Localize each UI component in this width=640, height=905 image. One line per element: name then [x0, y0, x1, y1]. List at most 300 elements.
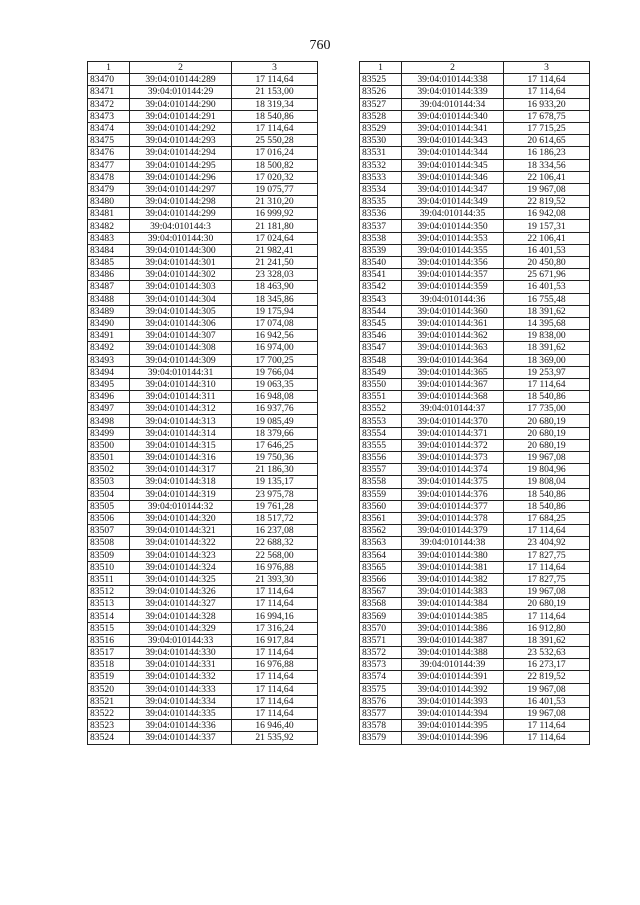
cadastral-value-cell: 16 401,53 — [504, 281, 590, 293]
cadastral-value-cell: 21 186,30 — [232, 464, 318, 476]
row-number-cell: 83532 — [360, 159, 402, 171]
cadastral-value-cell: 23 975,78 — [232, 488, 318, 500]
table-row — [88, 573, 318, 585]
table-row — [88, 269, 318, 281]
row-number-cell: 83507 — [88, 525, 130, 537]
row-number-cell: 83487 — [88, 281, 130, 293]
row-number-cell: 83573 — [360, 659, 402, 671]
cadastral-number-cell: 39:04:010144:316 — [130, 452, 232, 464]
row-number-cell: 83521 — [88, 695, 130, 707]
row-number-cell: 83571 — [360, 634, 402, 646]
row-number-cell: 83578 — [360, 720, 402, 732]
cadastral-number-cell: 39:04:010144:322 — [130, 537, 232, 549]
cadastral-value-cell: 16 933,20 — [504, 98, 590, 110]
table-row — [360, 281, 590, 293]
table-row — [360, 208, 590, 220]
cadastral-value-cell: 16 942,56 — [232, 330, 318, 342]
cadastral-number-cell: 39:04:010144:353 — [402, 232, 504, 244]
cadastral-number-cell: 39:04:010144:380 — [402, 549, 504, 561]
cadastral-value-cell: 22 106,41 — [504, 171, 590, 183]
cadastral-number-cell: 39:04:010144:313 — [130, 415, 232, 427]
cadastral-value-cell: 17 114,64 — [504, 610, 590, 622]
cadastral-number-cell: 39:04:010144:340 — [402, 110, 504, 122]
cadastral-number-cell: 39:04:010144:29 — [130, 86, 232, 98]
cadastral-number-cell: 39:04:010144:304 — [130, 293, 232, 305]
cadastral-number-cell: 39:04:010144:371 — [402, 427, 504, 439]
cadastral-number-cell: 39:04:010144:33 — [130, 634, 232, 646]
cadastral-number-cell: 39:04:010144:370 — [402, 415, 504, 427]
row-number-cell: 83569 — [360, 610, 402, 622]
cadastral-value-cell: 17 016,24 — [232, 147, 318, 159]
cadastral-number-cell: 39:04:010144:376 — [402, 488, 504, 500]
row-number-cell: 83555 — [360, 439, 402, 451]
cadastral-value-cell: 18 334,56 — [504, 159, 590, 171]
row-number-cell: 83479 — [88, 183, 130, 195]
table-row — [360, 598, 590, 610]
table-row — [88, 147, 318, 159]
table-row — [88, 86, 318, 98]
row-number-cell: 83576 — [360, 695, 402, 707]
row-number-cell: 83559 — [360, 488, 402, 500]
row-number-cell: 83524 — [88, 732, 130, 744]
table-row — [88, 464, 318, 476]
cadastral-value-cell: 17 735,00 — [504, 403, 590, 415]
cadastral-value-cell: 17 114,64 — [232, 707, 318, 719]
row-number-cell: 83546 — [360, 330, 402, 342]
row-number-cell: 83506 — [88, 512, 130, 524]
cadastral-number-cell: 39:04:010144:347 — [402, 183, 504, 195]
table-row — [360, 159, 590, 171]
cadastral-value-cell: 18 463,90 — [232, 281, 318, 293]
row-number-cell: 83568 — [360, 598, 402, 610]
cadastral-value-cell: 17 114,64 — [232, 122, 318, 134]
row-number-cell: 83474 — [88, 122, 130, 134]
cadastral-value-cell: 19 135,17 — [232, 476, 318, 488]
table-row — [360, 391, 590, 403]
cadastral-value-cell: 19 808,04 — [504, 476, 590, 488]
cadastral-number-cell: 39:04:010144:296 — [130, 171, 232, 183]
cadastral-value-cell: 18 540,86 — [504, 488, 590, 500]
cadastral-number-cell: 39:04:010144:318 — [130, 476, 232, 488]
table-row — [360, 512, 590, 524]
row-number-cell: 83551 — [360, 391, 402, 403]
cadastral-number-cell: 39:04:010144:291 — [130, 110, 232, 122]
row-number-cell: 83543 — [360, 293, 402, 305]
cadastral-value-cell: 18 391,62 — [504, 305, 590, 317]
cadastral-value-cell: 17 700,25 — [232, 354, 318, 366]
row-number-cell: 83512 — [88, 586, 130, 598]
cadastral-number-cell: 39:04:010144:36 — [402, 293, 504, 305]
cadastral-number-cell: 39:04:010144:38 — [402, 537, 504, 549]
table-row — [360, 317, 590, 329]
row-number-cell: 83565 — [360, 561, 402, 573]
table-row — [88, 610, 318, 622]
table-row — [360, 354, 590, 366]
cadastral-number-cell: 39:04:010144:302 — [130, 269, 232, 281]
cadastral-number-cell: 39:04:010144:357 — [402, 269, 504, 281]
row-number-cell: 83494 — [88, 366, 130, 378]
table-row — [360, 135, 590, 147]
cadastral-value-cell: 19 063,35 — [232, 378, 318, 390]
table-row — [88, 208, 318, 220]
row-number-cell: 83550 — [360, 378, 402, 390]
cadastral-value-cell: 16 917,84 — [232, 634, 318, 646]
row-number-cell: 83497 — [88, 403, 130, 415]
cadastral-value-cell: 22 106,41 — [504, 232, 590, 244]
cadastral-value-cell: 17 114,64 — [232, 671, 318, 683]
row-number-cell: 83545 — [360, 317, 402, 329]
row-number-cell: 83515 — [88, 622, 130, 634]
cadastral-number-cell: 39:04:010144:329 — [130, 622, 232, 634]
table-row — [360, 366, 590, 378]
cadastral-value-cell: 20 680,19 — [504, 415, 590, 427]
cadastral-number-cell: 39:04:010144:298 — [130, 196, 232, 208]
row-number-cell: 83566 — [360, 573, 402, 585]
row-number-cell: 83513 — [88, 598, 130, 610]
cadastral-value-cell: 16 994,16 — [232, 610, 318, 622]
row-number-cell: 83575 — [360, 683, 402, 695]
row-number-cell: 83577 — [360, 707, 402, 719]
table-row — [88, 122, 318, 134]
cadastral-number-cell: 39:04:010144:336 — [130, 720, 232, 732]
cadastral-value-cell: 22 819,52 — [504, 671, 590, 683]
row-number-cell: 83472 — [88, 98, 130, 110]
cadastral-number-cell: 39:04:010144:300 — [130, 244, 232, 256]
cadastral-value-cell: 17 827,75 — [504, 573, 590, 585]
cadastral-number-cell: 39:04:010144:374 — [402, 464, 504, 476]
header-col-2: 2 — [402, 62, 504, 74]
cadastral-value-cell: 17 114,64 — [504, 732, 590, 744]
header-col-3: 3 — [504, 62, 590, 74]
table-row — [360, 232, 590, 244]
cadastral-value-cell: 23 328,03 — [232, 269, 318, 281]
table-row — [360, 476, 590, 488]
cadastral-value-cell: 16 974,00 — [232, 342, 318, 354]
table-row — [88, 366, 318, 378]
table-row — [88, 232, 318, 244]
table-row — [360, 464, 590, 476]
cadastral-number-cell: 39:04:010144:295 — [130, 159, 232, 171]
table-row — [360, 110, 590, 122]
cadastral-number-cell: 39:04:010144:325 — [130, 573, 232, 585]
cadastral-number-cell: 39:04:010144:395 — [402, 720, 504, 732]
cadastral-number-cell: 39:04:010144:349 — [402, 196, 504, 208]
row-number-cell: 83509 — [88, 549, 130, 561]
row-number-cell: 83510 — [88, 561, 130, 573]
cadastral-number-cell: 39:04:010144:332 — [130, 671, 232, 683]
row-number-cell: 83486 — [88, 269, 130, 281]
table-row — [88, 683, 318, 695]
cadastral-value-cell: 21 153,00 — [232, 86, 318, 98]
cadastral-value-cell: 14 395,68 — [504, 317, 590, 329]
right-table — [359, 61, 590, 745]
table-row — [360, 183, 590, 195]
row-number-cell: 83483 — [88, 232, 130, 244]
table-row — [360, 610, 590, 622]
row-number-cell: 83488 — [88, 293, 130, 305]
cadastral-number-cell: 39:04:010144:368 — [402, 391, 504, 403]
table-row — [88, 537, 318, 549]
row-number-cell: 83552 — [360, 403, 402, 415]
cadastral-value-cell: 18 345,86 — [232, 293, 318, 305]
cadastral-number-cell: 39:04:010144:373 — [402, 452, 504, 464]
cadastral-number-cell: 39:04:010144:34 — [402, 98, 504, 110]
cadastral-value-cell: 21 535,92 — [232, 732, 318, 744]
cadastral-value-cell: 17 114,64 — [504, 86, 590, 98]
cadastral-number-cell: 39:04:010144:377 — [402, 500, 504, 512]
cadastral-number-cell: 39:04:010144:330 — [130, 647, 232, 659]
row-number-cell: 83518 — [88, 659, 130, 671]
row-number-cell: 83558 — [360, 476, 402, 488]
table-row — [88, 330, 318, 342]
cadastral-number-cell: 39:04:010144:333 — [130, 683, 232, 695]
cadastral-value-cell: 19 804,96 — [504, 464, 590, 476]
row-number-cell: 83525 — [360, 74, 402, 86]
cadastral-value-cell: 23 404,92 — [504, 537, 590, 549]
cadastral-number-cell: 39:04:010144:303 — [130, 281, 232, 293]
table-row — [360, 500, 590, 512]
table-row — [88, 159, 318, 171]
table-row — [88, 525, 318, 537]
cadastral-value-cell: 19 967,08 — [504, 586, 590, 598]
table-row — [88, 183, 318, 195]
cadastral-value-cell: 17 114,64 — [232, 695, 318, 707]
cadastral-value-cell: 17 114,64 — [504, 74, 590, 86]
table-row — [360, 147, 590, 159]
cadastral-number-cell: 39:04:010144:323 — [130, 549, 232, 561]
cadastral-value-cell: 18 540,86 — [504, 500, 590, 512]
cadastral-number-cell: 39:04:010144:327 — [130, 598, 232, 610]
left-table-body — [88, 74, 318, 744]
cadastral-value-cell: 17 024,64 — [232, 232, 318, 244]
cadastral-number-cell: 39:04:010144:334 — [130, 695, 232, 707]
cadastral-number-cell: 39:04:010144:341 — [402, 122, 504, 134]
row-number-cell: 83489 — [88, 305, 130, 317]
row-number-cell: 83529 — [360, 122, 402, 134]
cadastral-value-cell: 18 319,34 — [232, 98, 318, 110]
row-number-cell: 83491 — [88, 330, 130, 342]
row-number-cell: 83520 — [88, 683, 130, 695]
cadastral-number-cell: 39:04:010144:388 — [402, 647, 504, 659]
row-number-cell: 83562 — [360, 525, 402, 537]
cadastral-number-cell: 39:04:010144:378 — [402, 512, 504, 524]
row-number-cell: 83539 — [360, 244, 402, 256]
cadastral-value-cell: 17 114,64 — [504, 525, 590, 537]
table-row — [360, 695, 590, 707]
cadastral-value-cell: 21 310,20 — [232, 196, 318, 208]
cadastral-number-cell: 39:04:010144:391 — [402, 671, 504, 683]
table-row — [360, 720, 590, 732]
cadastral-number-cell: 39:04:010144:375 — [402, 476, 504, 488]
row-number-cell: 83519 — [88, 671, 130, 683]
cadastral-number-cell: 39:04:010144:392 — [402, 683, 504, 695]
table-row — [360, 634, 590, 646]
cadastral-number-cell: 39:04:010144:321 — [130, 525, 232, 537]
cadastral-value-cell: 17 646,25 — [232, 439, 318, 451]
table-row — [360, 671, 590, 683]
table-row — [360, 573, 590, 585]
table-row — [360, 586, 590, 598]
table-row — [88, 671, 318, 683]
row-number-cell: 83516 — [88, 634, 130, 646]
row-number-cell: 83505 — [88, 500, 130, 512]
cadastral-value-cell: 19 967,08 — [504, 452, 590, 464]
cadastral-value-cell: 18 379,66 — [232, 427, 318, 439]
cadastral-value-cell: 21 241,50 — [232, 257, 318, 269]
cadastral-value-cell: 19 157,31 — [504, 220, 590, 232]
table-row — [360, 647, 590, 659]
table-row — [360, 171, 590, 183]
cadastral-number-cell: 39:04:010144:30 — [130, 232, 232, 244]
cadastral-value-cell: 16 976,88 — [232, 659, 318, 671]
cadastral-value-cell: 19 750,36 — [232, 452, 318, 464]
cadastral-value-cell: 16 999,92 — [232, 208, 318, 220]
cadastral-number-cell: 39:04:010144:289 — [130, 74, 232, 86]
row-number-cell: 83493 — [88, 354, 130, 366]
cadastral-number-cell: 39:04:010144:311 — [130, 391, 232, 403]
table-row — [88, 403, 318, 415]
cadastral-value-cell: 22 688,32 — [232, 537, 318, 549]
header-col-2: 2 — [130, 62, 232, 74]
cadastral-value-cell: 19 253,97 — [504, 366, 590, 378]
row-number-cell: 83470 — [88, 74, 130, 86]
table-row — [88, 415, 318, 427]
cadastral-value-cell: 17 020,32 — [232, 171, 318, 183]
table-row — [360, 537, 590, 549]
cadastral-number-cell: 39:04:010144:359 — [402, 281, 504, 293]
row-number-cell: 83549 — [360, 366, 402, 378]
cadastral-number-cell: 39:04:010144:293 — [130, 135, 232, 147]
cadastral-value-cell: 17 114,64 — [504, 378, 590, 390]
row-number-cell: 83542 — [360, 281, 402, 293]
cadastral-number-cell: 39:04:010144:346 — [402, 171, 504, 183]
cadastral-number-cell: 39:04:010144:294 — [130, 147, 232, 159]
cadastral-number-cell: 39:04:010144:319 — [130, 488, 232, 500]
table-row — [88, 439, 318, 451]
table-row — [360, 98, 590, 110]
row-number-cell: 83514 — [88, 610, 130, 622]
cadastral-value-cell: 17 114,64 — [504, 720, 590, 732]
cadastral-value-cell: 17 074,08 — [232, 317, 318, 329]
cadastral-value-cell: 19 075,77 — [232, 183, 318, 195]
row-number-cell: 83492 — [88, 342, 130, 354]
cadastral-value-cell: 20 680,19 — [504, 439, 590, 451]
table-row — [360, 683, 590, 695]
table-row — [360, 293, 590, 305]
table-row — [360, 403, 590, 415]
cadastral-value-cell: 19 175,94 — [232, 305, 318, 317]
row-number-cell: 83572 — [360, 647, 402, 659]
row-number-cell: 83482 — [88, 220, 130, 232]
table-row — [88, 317, 318, 329]
table-row — [88, 549, 318, 561]
cadastral-number-cell: 39:04:010144:338 — [402, 74, 504, 86]
cadastral-value-cell: 20 614,65 — [504, 135, 590, 147]
table-row — [88, 427, 318, 439]
cadastral-value-cell: 16 401,53 — [504, 695, 590, 707]
cadastral-value-cell: 17 114,64 — [232, 598, 318, 610]
cadastral-number-cell: 39:04:010144:365 — [402, 366, 504, 378]
cadastral-value-cell: 18 517,72 — [232, 512, 318, 524]
cadastral-value-cell: 16 186,23 — [504, 147, 590, 159]
cadastral-value-cell: 16 948,08 — [232, 391, 318, 403]
table-row — [88, 110, 318, 122]
table-row — [88, 391, 318, 403]
cadastral-value-cell: 16 937,76 — [232, 403, 318, 415]
cadastral-number-cell: 39:04:010144:307 — [130, 330, 232, 342]
row-number-cell: 83563 — [360, 537, 402, 549]
row-number-cell: 83476 — [88, 147, 130, 159]
table-row — [88, 342, 318, 354]
row-number-cell: 83484 — [88, 244, 130, 256]
cadastral-value-cell: 17 684,25 — [504, 512, 590, 524]
cadastral-value-cell: 20 680,19 — [504, 598, 590, 610]
table-row — [360, 707, 590, 719]
table-row — [88, 598, 318, 610]
cadastral-value-cell: 17 114,64 — [232, 74, 318, 86]
cadastral-value-cell: 23 532,63 — [504, 647, 590, 659]
cadastral-value-cell: 18 391,62 — [504, 342, 590, 354]
cadastral-number-cell: 39:04:010144:320 — [130, 512, 232, 524]
table-row — [360, 86, 590, 98]
row-number-cell: 83533 — [360, 171, 402, 183]
cadastral-value-cell: 20 680,19 — [504, 427, 590, 439]
cadastral-number-cell: 39:04:010144:355 — [402, 244, 504, 256]
table-row — [88, 171, 318, 183]
cadastral-number-cell: 39:04:010144:32 — [130, 500, 232, 512]
row-number-cell: 83500 — [88, 439, 130, 451]
cadastral-value-cell: 16 755,48 — [504, 293, 590, 305]
table-row — [360, 488, 590, 500]
row-number-cell: 83508 — [88, 537, 130, 549]
table-row — [88, 622, 318, 634]
row-number-cell: 83522 — [88, 707, 130, 719]
cadastral-number-cell: 39:04:010144:364 — [402, 354, 504, 366]
cadastral-number-cell: 39:04:010144:309 — [130, 354, 232, 366]
row-number-cell: 83579 — [360, 732, 402, 744]
cadastral-value-cell: 17 827,75 — [504, 549, 590, 561]
cadastral-number-cell: 39:04:010144:292 — [130, 122, 232, 134]
cadastral-number-cell: 39:04:010144:39 — [402, 659, 504, 671]
table-row — [360, 244, 590, 256]
cadastral-value-cell: 16 946,40 — [232, 720, 318, 732]
cadastral-value-cell: 18 540,86 — [232, 110, 318, 122]
cadastral-number-cell: 39:04:010144:372 — [402, 439, 504, 451]
table-row — [88, 354, 318, 366]
row-number-cell: 83534 — [360, 183, 402, 195]
cadastral-number-cell: 39:04:010144:305 — [130, 305, 232, 317]
cadastral-number-cell: 39:04:010144:314 — [130, 427, 232, 439]
cadastral-number-cell: 39:04:010144:35 — [402, 208, 504, 220]
page-number: 760 — [309, 38, 331, 53]
cadastral-number-cell: 39:04:010144:343 — [402, 135, 504, 147]
table-row — [88, 244, 318, 256]
table-row — [88, 305, 318, 317]
cadastral-number-cell: 39:04:010144:362 — [402, 330, 504, 342]
table-row — [88, 293, 318, 305]
cadastral-number-cell: 39:04:010144:387 — [402, 634, 504, 646]
cadastral-value-cell: 19 761,28 — [232, 500, 318, 512]
cadastral-value-cell: 18 391,62 — [504, 634, 590, 646]
row-number-cell: 83574 — [360, 671, 402, 683]
table-row — [360, 196, 590, 208]
table-row — [88, 732, 318, 744]
table-row — [88, 634, 318, 646]
cadastral-value-cell: 22 568,00 — [232, 549, 318, 561]
cadastral-number-cell: 39:04:010144:381 — [402, 561, 504, 573]
table-row — [88, 196, 318, 208]
cadastral-value-cell: 16 401,53 — [504, 244, 590, 256]
